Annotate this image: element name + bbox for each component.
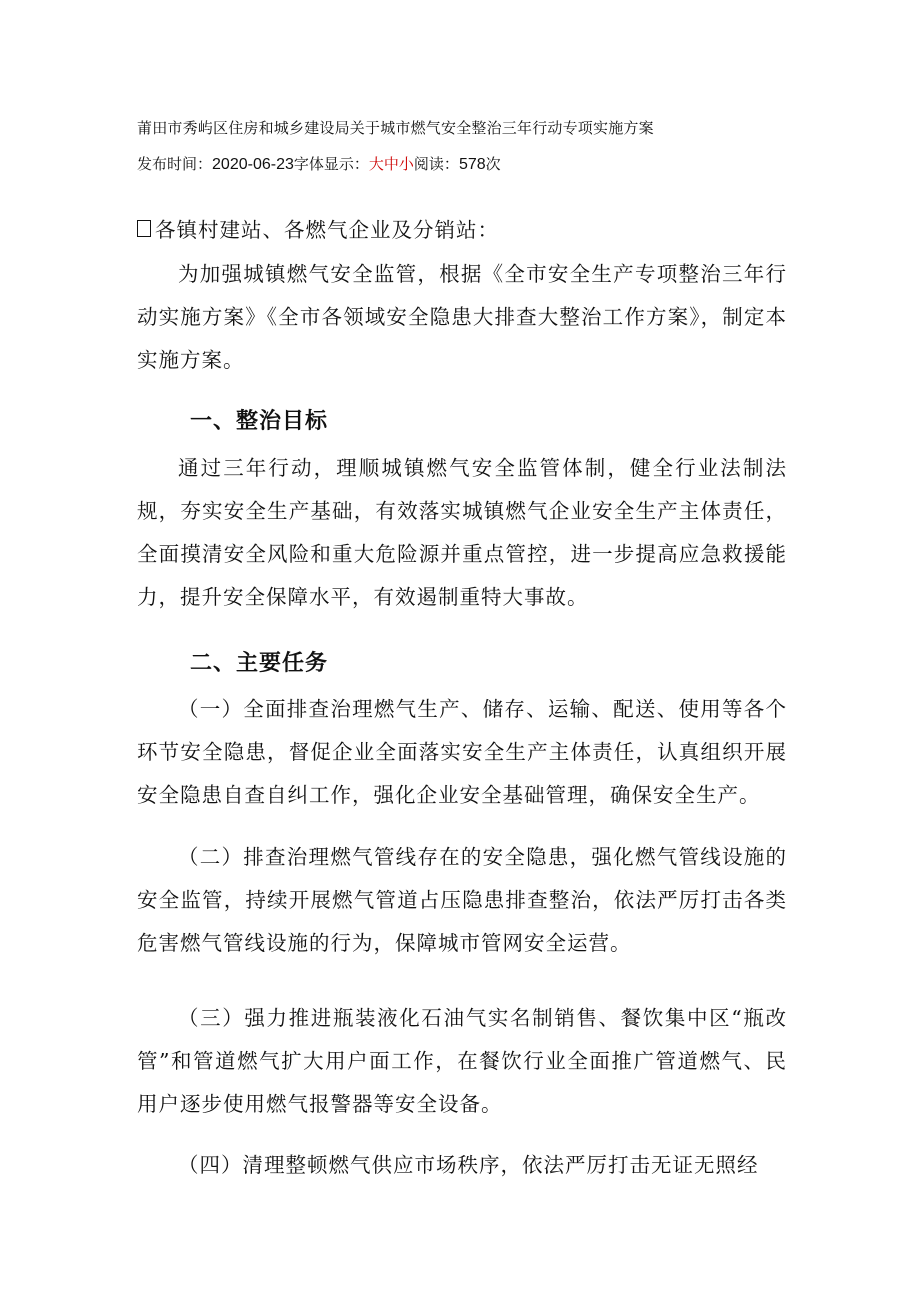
read-label: 阅读：: [413, 155, 459, 173]
task-paragraph-3: （三）强力推进瓶装液化石油气实名制销售、餐饮集中区“瓶改管”和管道燃气扩大用户面工作，在餐饮行业全面推广管道燃气、民用户逐步使用燃气报警器等安全设备。: [137, 1006, 787, 1116]
task-paragraph-4: （四）清理整顿燃气供应市场秩序，依法严厉打击无证无照经: [178, 1153, 759, 1177]
font-size-large-link[interactable]: 大: [368, 155, 384, 173]
font-size-small-link[interactable]: 小: [398, 155, 414, 173]
task-paragraph-2: （二）排查治理燃气管线存在的安全隐患，强化燃气管线设施的安全监管，持续开展燃气管道占压隐患排查整治，依法严厉打击各类危害燃气管线设施的行为，保障城市管网安全运营。: [137, 845, 787, 955]
intro-paragraph: 为加强城镇燃气安全监管，根据《全市安全生产专项整治三年行动实施方案》《全市各领域安全隐患大排查大整治工作方案》，制定本实施方案。: [137, 262, 787, 372]
missing-glyph-box-icon: [137, 220, 151, 237]
publish-label: 发布时间：: [137, 155, 213, 173]
salutation-text: 各镇村建站、各燃气企业及分销站：: [155, 218, 499, 242]
publish-date: 2020-06-23: [212, 156, 294, 173]
font-size-label: 字体显示：: [293, 155, 369, 173]
document-meta: [137, 153, 501, 174]
read-count: 578: [458, 156, 486, 173]
goals-paragraph: 通过三年行动，理顺城镇燃气安全监管体制，健全行业法制法规，夯实安全生产基础，有效落实城镇燃气企业安全生产主体责任，全面摸清安全风险和重大危险源并重点管控，进一步提高应急救援能力，提升安全保障水平，有效遏制重特大事故。: [137, 456, 787, 609]
document-title: 莆田市秀屿区住房和城乡建设局关于城市燃气安全整治三年行动专项实施方案: [137, 119, 654, 137]
task-paragraph-1: （一）全面排查治理燃气生产、储存、运输、配送、使用等各个环节安全隐患，督促企业全面落实安全生产主体责任，认真组织开展安全隐患自查自纠工作，强化企业安全基础管理，确保安全生产。: [137, 697, 787, 807]
salutation: [137, 213, 499, 243]
read-unit: 次: [485, 155, 501, 173]
section-heading-goals: 一、整治目标: [190, 408, 329, 433]
font-size-medium-link[interactable]: 中: [383, 155, 399, 173]
section-heading-tasks: 二、主要任务: [190, 650, 329, 675]
